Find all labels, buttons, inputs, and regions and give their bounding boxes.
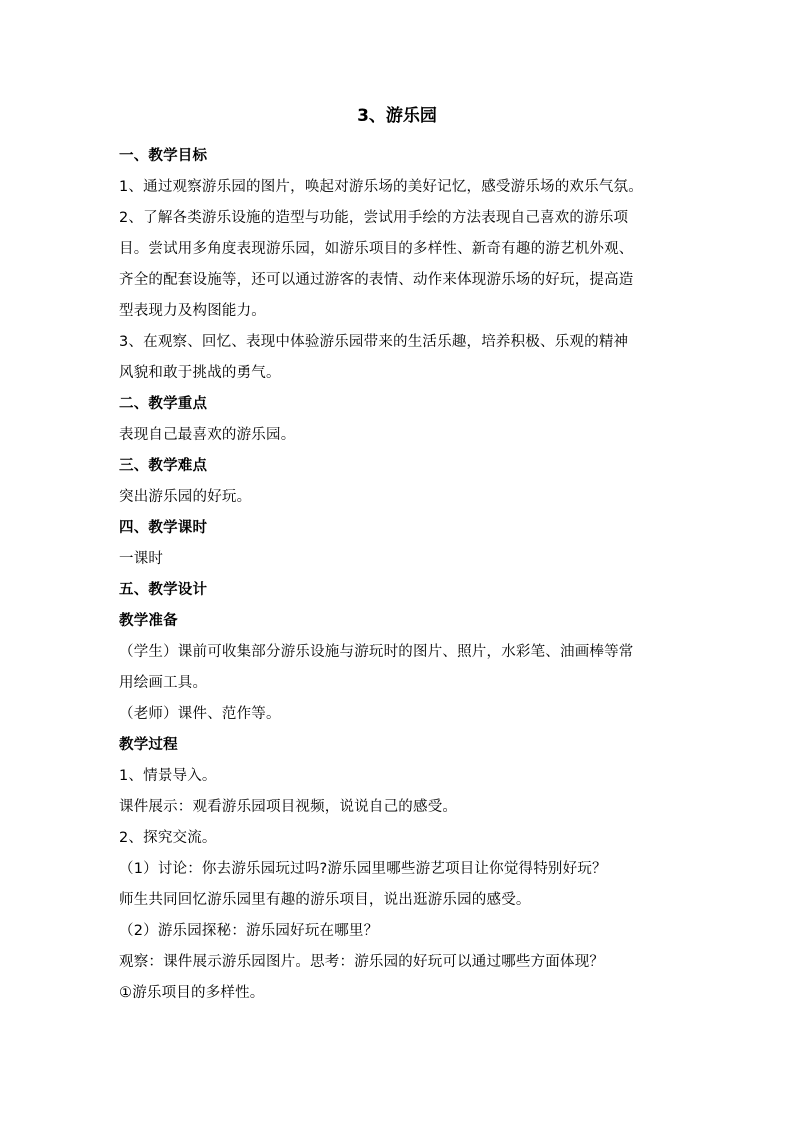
section-heading: 三、教学难点 [119, 458, 208, 474]
text-line: 1、通过观察游乐园的图片，唤起对游乐场的美好记忆，感受游乐场的欢乐气氛。 [119, 179, 643, 195]
text-line: 观察：课件展示游乐园图片。思考：游乐园的好玩可以通过哪些方面体现？ [119, 954, 605, 970]
text-line: 风貌和敢于挑战的勇气。 [119, 365, 281, 381]
text-line: （学生）课前可收集部分游乐设施与游玩时的图片、照片，水彩笔、油画棒等常 [119, 644, 634, 660]
text-line: 用绘画工具。 [119, 675, 208, 691]
document-body [119, 141, 679, 1009]
text-line: 师生共同回忆游乐园里有趣的游乐项目，说出逛游乐园的感受。 [119, 892, 531, 908]
text-line: （2）游乐园探秘：游乐园好玩在哪里？ [119, 923, 379, 939]
document-title: 3、游乐园 [357, 106, 437, 126]
text-line: 课件展示：观看游乐园项目视频，说说自己的感受。 [119, 799, 458, 815]
text-line: 2、探究交流。 [119, 830, 217, 846]
text-line: 型表现力及构图能力。 [119, 303, 266, 319]
text-line: 1、情景导入。 [119, 768, 217, 784]
text-line: （1）讨论：你去游乐园玩过吗?游乐园里哪些游艺项目让你觉得特别好玩？ [119, 861, 607, 877]
text-line: 齐全的配套设施等，还可以通过游客的表情、动作来体现游乐场的好玩，提高造 [119, 272, 634, 288]
section-heading: 教学过程 [119, 737, 178, 753]
section-heading: 教学准备 [119, 613, 178, 629]
text-line: 一课时 [119, 551, 164, 567]
text-line: 突出游乐园的好玩。 [119, 489, 252, 505]
section-heading: 一、教学目标 [119, 148, 208, 164]
section-heading: 二、教学重点 [119, 396, 208, 412]
section-heading: 五、教学设计 [119, 582, 208, 598]
section-heading: 四、教学课时 [119, 520, 208, 536]
text-line: （老师）课件、范作等。 [119, 706, 281, 722]
text-line: 表现自己最喜欢的游乐园。 [119, 427, 296, 443]
text-line: ①游乐项目的多样性。 [119, 985, 265, 1001]
text-line: 3、在观察、回忆、表现中体验游乐园带来的生活乐趣，培养积极、乐观的精神 [119, 334, 629, 350]
text-line: 2、了解各类游乐设施的造型与功能，尝试用手绘的方法表现自己喜欢的游乐项 [119, 210, 629, 226]
text-line: 目。尝试用多角度表现游乐园，如游乐项目的多样性、新奇有趣的游艺机外观、 [119, 241, 634, 257]
